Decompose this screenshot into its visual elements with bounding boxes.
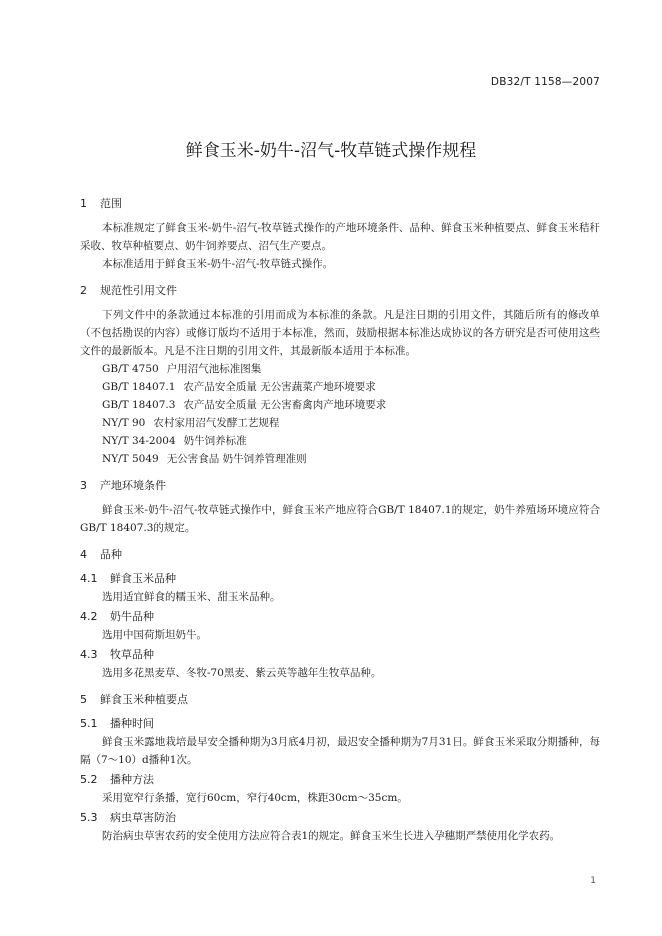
reference-code: GB/T 18407.3 — [102, 399, 176, 411]
subsection-number: 4.3 — [80, 648, 98, 661]
subsection-heading — [80, 646, 600, 664]
section-number: 3 — [80, 479, 87, 492]
section-title: 规范性引用文件 — [100, 284, 177, 297]
section-number: 1 — [80, 197, 87, 210]
section-title: 品种 — [100, 548, 122, 561]
section-heading-3 — [80, 476, 600, 495]
paragraph: 防治病虫草害农药的安全使用方法应符合表1的规定。鲜食玉米生长进入孕穗期严禁使用化学农药。 — [102, 830, 561, 842]
subsection-heading — [80, 608, 600, 626]
subsection-number: 5.2 — [80, 773, 98, 786]
paragraph: 本标准适用于鲜食玉米-奶牛-沼气-牧草链式操作。 — [102, 258, 334, 270]
reference-code: GB/T 18407.1 — [102, 381, 176, 393]
reference-item — [80, 378, 600, 396]
subsection-title: 播种时间 — [110, 717, 154, 730]
reference-name: 农产品安全质量 无公害蔬菜产地环境要求 — [183, 381, 376, 393]
reference-list — [80, 360, 600, 468]
paragraph: 本标准规定了鲜食玉米-奶牛-沼气-牧草链式操作的产地环境条件、品种、鲜食玉米种植要点、鲜食玉米秸秆采收、牧草种植要点、奶牛饲养要点、沼气生产要点。 — [80, 222, 600, 252]
paragraph: 采用宽窄行条播，宽行60cm，窄行40cm，株距30cm～35cm。 — [102, 792, 408, 804]
section-number: 5 — [80, 693, 87, 706]
section-title: 范围 — [100, 197, 122, 210]
reference-name: 户用沼气池标准图集 — [166, 363, 262, 375]
subsection-title: 播种方法 — [110, 773, 154, 786]
reference-code: NY/T 34-2004 — [102, 435, 176, 447]
subsection-title: 鲜食玉米品种 — [110, 572, 176, 585]
paragraph: 鲜食玉米-奶牛-沼气-牧草链式操作中，鲜食玉米产地应符合GB/T 18407.1的规定，奶牛养殖场环境应符合GB/T 18407.3的规定。 — [80, 504, 600, 534]
subsection-number: 4.2 — [80, 610, 98, 623]
reference-name: 农产品安全质量 无公害畜禽肉产地环境要求 — [183, 399, 387, 411]
paragraph: 选用中国荷斯坦奶牛。 — [102, 629, 207, 641]
reference-code: NY/T 90 — [102, 417, 146, 429]
section-number: 2 — [80, 284, 87, 297]
section-heading-5 — [80, 690, 600, 709]
subsection-title: 牧草品种 — [110, 648, 154, 661]
standard-code: DB32/T 1158—2007 — [490, 76, 600, 88]
subsection-heading — [80, 570, 600, 588]
paragraph: 选用多花黑麦草、冬牧-70黑麦、紫云英等越年生牧草品种。 — [102, 667, 382, 679]
paragraph: 下列文件中的条款通过本标准的引用而成为本标准的条款。凡是注日期的引用文件，其随后所有的修改单（不包括勘误的内容）或修订版均不适用于本标准，然而，鼓励根据本标准达成协议的各方研究是否可使用这些文件的最新版本。凡是不注日期的引用文件，其最新版本适用于本标准。 — [80, 309, 600, 357]
section-heading-2 — [80, 281, 600, 300]
page-number: 1 — [590, 876, 596, 886]
paragraph: 选用适宜鲜食的糯玉米、甜玉米品种。 — [102, 591, 281, 603]
reference-name: 奶牛饲养标准 — [183, 435, 247, 447]
reference-name: 农村家用沼气发酵工艺规程 — [153, 417, 280, 429]
subsection-heading — [80, 771, 600, 789]
reference-item — [80, 360, 600, 378]
section-heading-1 — [80, 194, 600, 213]
section-number: 4 — [80, 548, 87, 561]
section-title: 产地环境条件 — [100, 479, 166, 492]
document-body — [80, 186, 600, 845]
reference-item — [80, 432, 600, 450]
subsection-heading — [80, 715, 600, 733]
subsection-number: 5.1 — [80, 717, 98, 730]
paragraph: 鲜食玉米露地栽培最早安全播种期为3月底4月初，最迟安全播种期为7月31日。鲜食玉米采取分期播种，每隔（7～10）d播种1次。 — [80, 736, 600, 766]
reference-code: GB/T 4750 — [102, 363, 159, 375]
section-heading-4 — [80, 545, 600, 564]
reference-item — [80, 396, 600, 414]
subsection-heading — [80, 809, 600, 827]
subsection-number: 4.1 — [80, 572, 98, 585]
document-title: 鲜食玉米-奶牛-沼气-牧草链式操作规程 — [185, 141, 477, 161]
section-title: 鲜食玉米种植要点 — [100, 693, 188, 706]
reference-code: NY/T 5049 — [102, 453, 159, 465]
subsection-title: 奶牛品种 — [110, 610, 154, 623]
subsection-title: 病虫草害防治 — [110, 811, 176, 824]
subsection-number: 5.3 — [80, 811, 98, 824]
reference-item — [80, 450, 600, 468]
reference-item — [80, 414, 600, 432]
reference-name: 无公害食品 奶牛饲养管理准则 — [166, 453, 307, 465]
